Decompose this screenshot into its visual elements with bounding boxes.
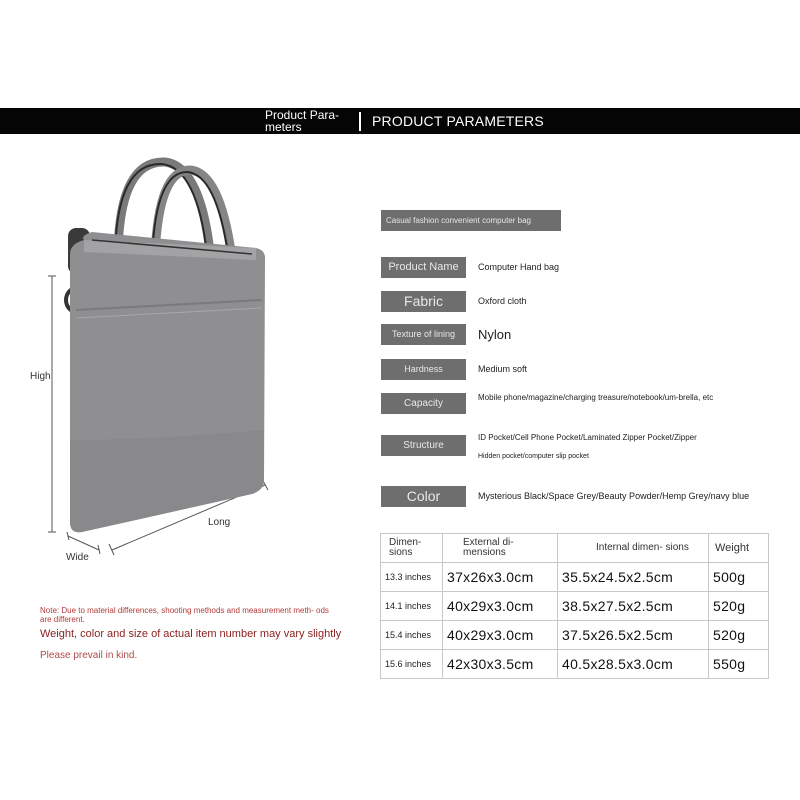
row-internal: 35.5x24.5x2.5cm	[558, 563, 709, 592]
dimension-high-label: High	[30, 371, 51, 382]
param-color-label: Color	[381, 486, 466, 507]
laptop-bag-image	[0, 140, 340, 580]
row-external: 42x30x3.5cm	[443, 650, 558, 679]
table-row	[381, 650, 769, 679]
param-product-name-label: Product Name	[381, 257, 466, 278]
param-structure-value: ID Pocket/Cell Phone Pocket/Laminated Zipper Pocket/Zipper	[478, 433, 697, 442]
dimensions-table	[380, 533, 769, 679]
param-fabric-value: Oxford cloth	[478, 296, 527, 306]
table-header-weight: Weight	[709, 534, 769, 563]
row-weight: 550g	[709, 650, 769, 679]
table-header-row	[381, 534, 769, 563]
header-separator	[359, 112, 361, 131]
table-header-internal: Internal dimen- sions	[558, 534, 709, 563]
intro-label: Casual fashion convenient computer bag	[381, 210, 561, 231]
row-internal: 40.5x28.5x3.0cm	[558, 650, 709, 679]
table-row	[381, 563, 769, 592]
row-size: 15.4 inches	[381, 621, 443, 650]
row-external: 40x29x3.0cm	[443, 592, 558, 621]
row-weight: 500g	[709, 563, 769, 592]
row-size: 15.6 inches	[381, 650, 443, 679]
row-internal: 38.5x27.5x2.5cm	[558, 592, 709, 621]
table-row	[381, 621, 769, 650]
param-capacity-value: Mobile phone/magazine/charging treasure/notebook/um-brella, etc	[478, 393, 714, 402]
param-fabric-label: Fabric	[381, 291, 466, 312]
header-right-title: PRODUCT PARAMETERS	[372, 113, 544, 129]
table-header-dimensions: Dimen- sions	[381, 534, 443, 563]
param-hardness-value: Medium soft	[478, 364, 528, 374]
param-lining-value: Nylon	[478, 327, 512, 342]
row-external: 37x26x3.0cm	[443, 563, 558, 592]
dimension-wide-label: Wide	[66, 552, 89, 563]
param-structure-value-2: Hidden pocket/computer slip pocket	[478, 453, 589, 460]
header-left-title: Product Para- meters	[265, 108, 340, 134]
row-weight: 520g	[709, 621, 769, 650]
header-band	[0, 108, 800, 134]
param-capacity-label: Capacity	[381, 393, 466, 414]
row-external: 40x29x3.0cm	[443, 621, 558, 650]
row-size: 13.3 inches	[381, 563, 443, 592]
note-may-vary: Weight, color and size of actual item number may vary slightly	[40, 628, 342, 640]
row-internal: 37.5x26.5x2.5cm	[558, 621, 709, 650]
param-hardness-label: Hardness	[381, 359, 466, 380]
table-header-external: External di- mensions	[443, 534, 558, 563]
table-row	[381, 592, 769, 621]
note-prevail-in-kind: Please prevail in kind.	[40, 650, 138, 661]
dimension-long-label: Long	[208, 517, 231, 528]
row-weight: 520g	[709, 592, 769, 621]
param-lining-label: Texture of lining	[381, 324, 466, 345]
param-product-name-value: Computer Hand bag	[478, 262, 560, 272]
param-color-value: Mysterious Black/Space Grey/Beauty Powder/Hemp Grey/navy blue	[478, 491, 750, 501]
row-size: 14.1 inches	[381, 592, 443, 621]
note-material-differences: Note: Due to material differences, shooting methods and measurement meth- ods are different.	[40, 606, 329, 624]
param-structure-label: Structure	[381, 435, 466, 456]
